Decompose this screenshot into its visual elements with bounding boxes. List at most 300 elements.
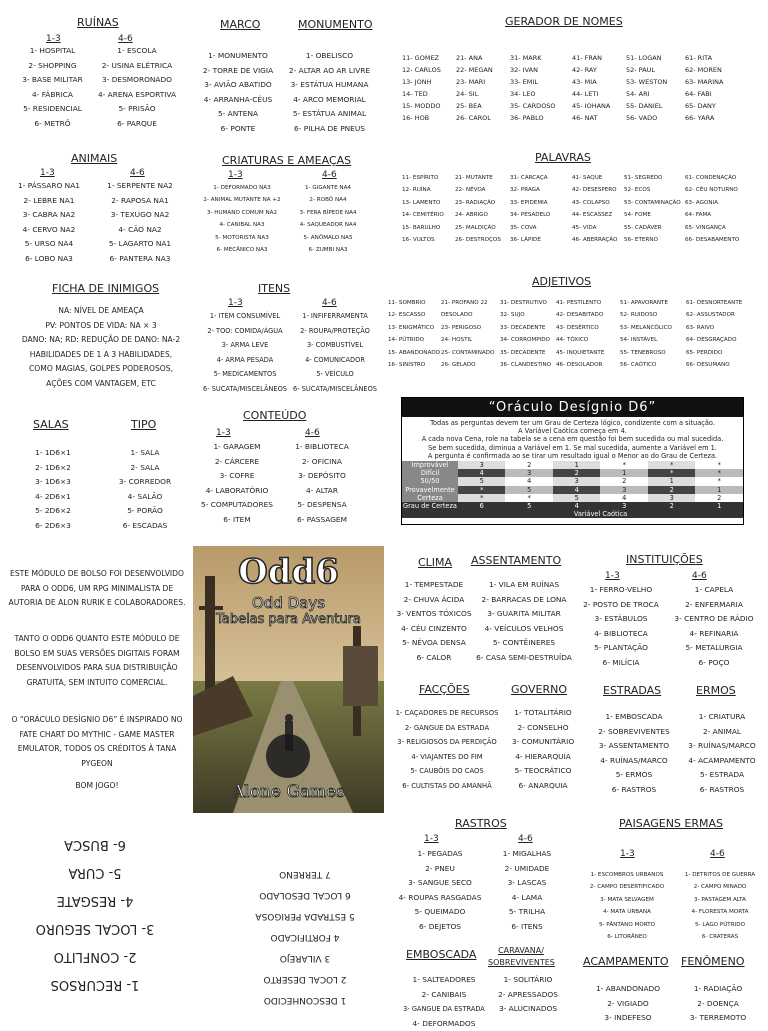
list-item: 41- PESTILENTO <box>556 297 618 309</box>
list-item: 56- CAÓTICO <box>620 359 682 371</box>
ficha-line: AÇÕES COM VANTAGEM, ETC <box>14 377 188 392</box>
oracle-cell: * <box>648 461 696 469</box>
animais-range-2: 4-6 <box>130 168 145 178</box>
faccoes-title: FACÇÕES <box>419 683 470 696</box>
list-item: 2- GANGUE DA ESTRADA <box>388 721 506 736</box>
list-item: 44- TÓXICO <box>556 334 618 346</box>
monumento-title: MONUMENTO <box>298 18 372 31</box>
oracle-footer-row <box>402 510 743 518</box>
list-item: 66- DESABAMENTO <box>685 234 747 246</box>
list-item: 1- TOTALITÁRIO <box>506 706 580 721</box>
instituicoes-range-1: 1-3 <box>605 571 620 581</box>
criaturas-title: CRIATURAS E AMEAÇAS <box>222 154 351 167</box>
oracle-line: A cada nova Cena, role na tabela se a cena em questão foi bem sucedida ou mal sucedida. <box>406 435 739 443</box>
list-item: 4- ARMA PESADA <box>200 353 290 368</box>
list-item: 2- UMIDADE <box>492 862 562 877</box>
list-item: 2- CONSELHO <box>506 721 580 736</box>
oracle-cell: 4 <box>553 486 601 494</box>
list-item: 45- INQUIETANTE <box>556 347 618 359</box>
list-item: 5- METALURGIA <box>664 641 764 656</box>
rastros-title: RASTROS <box>455 817 507 830</box>
oracle-row <box>402 461 743 469</box>
list-item: 21- MUTANTE <box>455 172 510 184</box>
list-item: 2- OFICINA <box>282 455 362 470</box>
list-item: 62- ASSUSTADOR <box>686 309 758 321</box>
list-item: 5- TRILHA <box>492 905 562 920</box>
list-item: 2- CHUVA ÁCIDA <box>396 593 472 608</box>
list-item: 4- SAQUEADOR NA4 <box>289 219 367 231</box>
list-item: 6- PARQUE <box>92 117 182 132</box>
list-item: 6- RASTROS <box>680 783 764 798</box>
list-item: 6- LOBO NA3 <box>8 252 90 267</box>
sobre-p1: ESTE MÓDULO DE BOLSO FOI DESENVOLVIDO PARA O ODD6, UM RPG MINIMALISTA DE AUTORIA DE ALON RURIK E COLABORADORES. <box>4 567 190 611</box>
list-item: 56- ETERNO <box>624 234 686 246</box>
oracle-footer-spacer <box>402 510 458 518</box>
list-item: 54- FOME <box>624 209 686 221</box>
list-item: 4- ARCO MEMORIAL <box>282 93 377 108</box>
rastros-range-2: 4-6 <box>518 834 533 844</box>
palavras-col-3 <box>510 172 570 246</box>
list-item: 1- SALTEADORES <box>396 973 492 988</box>
caravana-title: CARAVANA/ SOBREVIVENTES <box>488 945 554 969</box>
list-item: 14- CEMITÉRIO <box>402 209 457 221</box>
list-item: 12- CARLOS <box>402 64 457 76</box>
list-item: 33- DECADENTE <box>500 322 560 334</box>
animais-title: ANIMAIS <box>71 152 117 165</box>
paisagens-list-2 <box>676 869 764 943</box>
list-item: 6- PILHA DE PNEUS <box>282 122 377 137</box>
list-item: 66- DESUMANO <box>686 359 758 371</box>
cover-title: Odd6 <box>193 552 384 592</box>
list-item: 2- APRESSADOS <box>492 988 564 1003</box>
instituicoes-list-1 <box>580 583 662 670</box>
list-item: 5- COMPUTADORES <box>196 498 278 513</box>
paisagens-list-1 <box>578 869 676 943</box>
cover-image <box>193 546 384 813</box>
clima-list <box>396 578 472 665</box>
list-item: 61- DESNORTEANTE <box>686 297 758 309</box>
list-item: 6- BUSCA <box>15 830 175 858</box>
emboscada-title: EMBOSCADA <box>406 948 476 961</box>
governo-title: GOVERNO <box>511 683 567 696</box>
list-item: 5- PÂNTANO MORTO <box>578 919 676 931</box>
list-item: 3- CORREDOR <box>105 475 185 490</box>
inverted-section <box>0 820 400 1024</box>
list-item: 1- MONUMENTO <box>198 49 278 64</box>
list-item: 4 FORTIFICADO <box>240 926 370 947</box>
list-item: 1- FERRO-VELHO <box>580 583 662 598</box>
list-item: 5- LAGO PÚTRIDO <box>676 919 764 931</box>
list-item: 4- MATA URBANA <box>578 906 676 918</box>
list-item: 2 LOCAL DESERTO <box>240 968 370 989</box>
sobre-p4: BOM JOGO! <box>4 779 190 794</box>
rastros-list-2 <box>492 847 562 934</box>
oracle-footer: Variável Caótica <box>458 510 743 518</box>
list-item: 14- PÚTRIDO <box>388 334 444 346</box>
list-item: 62- MOREN <box>685 64 745 76</box>
list-item: 34- LEO <box>510 88 570 100</box>
oracle-cell: 1 <box>695 502 743 510</box>
oracle-cell: 3 <box>648 494 696 502</box>
list-item: 1 DESCONHECIDO <box>240 989 370 1010</box>
list-item: 24- SIL <box>456 88 511 100</box>
list-item: 3- COMUNITÁRIO <box>506 735 580 750</box>
oracle-cell: 1 <box>648 477 696 485</box>
instituicoes-title: INSTITUIÇÕES <box>626 553 703 566</box>
list-item: 5- ANTENA <box>198 107 278 122</box>
oracle-cell: 4 <box>553 502 601 510</box>
list-item: 5- CAUBÓIS DO CAOS <box>388 764 506 779</box>
list-item: 3- ALUCINADOS <box>492 1002 564 1017</box>
list-item: 6- 2D6×3 <box>18 519 88 534</box>
list-item: 3- ESTÁTUA HUMANA <box>282 78 377 93</box>
estradas-list <box>588 710 680 797</box>
list-item: 62- CÉU NOTURNO <box>685 184 747 196</box>
list-item: 2- CONFLITO <box>15 942 175 970</box>
gerador-col-6 <box>685 52 745 124</box>
monumento-list <box>282 49 377 136</box>
ficha-text <box>14 304 188 391</box>
list-item: 6- PASSAGEM <box>282 513 362 528</box>
list-item: 23- RADIAÇÃO <box>455 197 510 209</box>
list-item: 5- QUEIMADO <box>390 905 490 920</box>
tipo-title: TIPO <box>131 418 156 431</box>
list-item: 4- ALTAR <box>282 484 362 499</box>
oracle-row <box>402 486 743 494</box>
list-item: 53- WESTON <box>626 76 686 88</box>
itens-list-2 <box>292 309 378 396</box>
list-item: 5- ESTÁTUA ANIMAL <box>282 107 377 122</box>
oracle-cell: * <box>695 477 743 485</box>
inverted-list-1 <box>240 863 370 1010</box>
marco-title: MARCO <box>220 18 260 31</box>
list-item: 3- TERREMOTO <box>676 1011 760 1026</box>
list-item: 36- PABLO <box>510 112 570 124</box>
oracle-cell: 3 <box>553 477 601 485</box>
list-item: DESOLADO <box>441 309 501 321</box>
list-item: 26- CAROL <box>456 112 511 124</box>
oracle-text <box>402 417 743 462</box>
list-item: 2- BARRACAS DE LONA <box>472 593 576 608</box>
list-item: 1- RECURSOS <box>15 970 175 998</box>
list-item: 23- PERIGOSO <box>441 322 501 334</box>
list-item: 2- CAMPO MINADO <box>676 881 764 893</box>
itens-list-1 <box>200 309 290 396</box>
oracle-cell: * <box>600 461 648 469</box>
list-item: 5- TEOCRÁTICO <box>506 764 580 779</box>
list-item: 3- FERA BÍPEDE NA4 <box>289 207 367 219</box>
list-item: 15- ABANDONADO <box>388 347 444 359</box>
list-item: 5 ESTRADA PERIGOSA <box>240 905 370 926</box>
cover-subtitle: Odd Days <box>193 594 384 612</box>
list-item: 26- DESTROÇOS <box>455 234 510 246</box>
caravana-list <box>492 973 564 1017</box>
oracle-cell: 5 <box>553 494 601 502</box>
animais-list-1 <box>8 179 90 266</box>
oracle-cell: 2 <box>695 494 743 502</box>
list-item: 1- ESCOMBROS URBANOS <box>578 869 676 881</box>
list-item: 21- ANA <box>456 52 511 64</box>
oracle-title: “Oráculo Desígnio D6” <box>402 398 743 417</box>
oracle-cell: * <box>695 469 743 477</box>
list-item: 1- 1D6×1 <box>18 446 88 461</box>
palavras-col-5 <box>624 172 686 246</box>
list-item: 2- 1D6×2 <box>18 461 88 476</box>
list-item: 6- SUCATA/MISCELÂNEOS <box>292 382 378 397</box>
ficha-line: DANO: NA; RD: REDUÇÃO DE DANO: NA-2 <box>14 333 188 348</box>
list-item: 2- ROBÔ NA4 <box>289 194 367 206</box>
list-item: 6- ANARQUIA <box>506 779 580 794</box>
oracle-cell: 6 <box>458 502 506 510</box>
list-item: 6- ITENS <box>492 920 562 935</box>
palavras-title: PALAVRAS <box>535 151 591 164</box>
list-item: 24- ABRIGO <box>455 209 510 221</box>
instituicoes-range-2: 4-6 <box>692 571 707 581</box>
list-item: 3 VILAREJO <box>240 947 370 968</box>
list-item: 4- SALÃO <box>105 490 185 505</box>
list-item: 2- ALTAR AO AR LIVRE <box>282 64 377 79</box>
oracle-row <box>402 477 743 485</box>
list-item: 4- CANIBAL NA3 <box>196 219 288 231</box>
list-item: 2- LEBRE NA1 <box>8 194 90 209</box>
list-item: 6- POÇO <box>664 656 764 671</box>
list-item: 1- SOLITÁRIO <box>492 973 564 988</box>
list-item: 53- MELANCÓLICO <box>620 322 682 334</box>
list-item: 3- PASTAGEM ALTA <box>676 894 764 906</box>
oracle-cell: 4 <box>458 469 506 477</box>
list-item: 45- IOHANA <box>572 100 627 112</box>
list-item: 1- HOSPITAL <box>15 44 90 59</box>
conteudo-list-2 <box>282 440 362 527</box>
list-item: 13- LAMENTO <box>402 197 457 209</box>
list-item: 4- ARENA ESPORTIVA <box>92 88 182 103</box>
list-item: 1- PEGADAS <box>390 847 490 862</box>
list-item: 44- ESCASSEZ <box>572 209 632 221</box>
list-item: 43- MIA <box>572 76 627 88</box>
list-item: 4- FLORESTA MORTA <box>676 906 764 918</box>
list-item: 54- INSTÁVEL <box>620 334 682 346</box>
oracle-row <box>402 502 743 510</box>
list-item: 21- PROFANO 22 <box>441 297 501 309</box>
list-item: 63- MARINA <box>685 76 745 88</box>
list-item: 6- LITORÂNEO <box>578 931 676 943</box>
list-item: 6- CRATERAS <box>676 931 764 943</box>
list-item: 3- CENTRO DE RÁDIO <box>664 612 764 627</box>
list-item: 2- ROUPA/PROTEÇÃO <box>292 324 378 339</box>
marco-list <box>198 49 278 136</box>
list-item: 16- SINISTRO <box>388 359 444 371</box>
list-item: 2- SOBREVIVENTES <box>588 725 680 740</box>
oracle-cell: 2 <box>600 477 648 485</box>
gerador-title: GERADOR DE NOMES <box>505 15 623 28</box>
oracle-cell: 5 <box>505 486 553 494</box>
gerador-col-1 <box>402 52 457 124</box>
list-item: 42- DESABITADO <box>556 309 618 321</box>
clima-title: CLIMA <box>418 556 452 569</box>
adjetivos-col-6 <box>686 297 758 371</box>
list-item: 1- CRIATURA <box>680 710 764 725</box>
oracle-line: A pergunta é confirmada ao se tirar um resultado igual o Menor ao do Grau de Certeza. <box>406 452 739 460</box>
ruinas-range-1: 1-3 <box>46 34 61 44</box>
list-item: 3- LASCAS <box>492 876 562 891</box>
list-item: 6- PANTERA NA3 <box>96 252 184 267</box>
list-item: 2- ANIMAL <box>680 725 764 740</box>
salas-title: SALAS <box>33 418 69 431</box>
list-item: 3- RELIGIOSOS DA PERDIÇÃO <box>388 735 506 750</box>
list-item: 4- ARRANHA-CÉUS <box>198 93 278 108</box>
list-item: 1- TEMPESTADE <box>396 578 472 593</box>
list-item: 1- ITEM CONSUMÍVEL <box>200 309 290 324</box>
sobre-p3: O “ORÁCULO DESÍGNIO D6” É INSPIRADO NO FATE CHART DO MYTHIC - GAME MASTER EMULATOR, TODOS OS CRÉDITOS À TANA PYGEON <box>4 713 190 771</box>
oracle-row-label: Difícil <box>402 469 458 477</box>
fenomeno-title: FENÔMENO <box>681 955 745 968</box>
list-item: 2- PNEU <box>390 862 490 877</box>
list-item: 64- DESGRAÇADO <box>686 334 758 346</box>
list-item: 61- CONDENAÇÃO <box>685 172 747 184</box>
list-item: 64- FAMA <box>685 209 747 221</box>
list-item: 6- MECÂNICO NA3 <box>196 244 288 256</box>
list-item: 2- CANIBAIS <box>396 988 492 1003</box>
oracle-cell: 3 <box>600 486 648 494</box>
list-item: 6- CULTISTAS DO AMANHÃ <box>388 779 506 794</box>
list-item: 3- MATA SELVAGEM <box>578 894 676 906</box>
oracle-cell: 3 <box>600 502 648 510</box>
oracle-line: Todas as perguntas devem ter um Grau de Certeza lógico, condizente com a situação. <box>406 419 739 427</box>
list-item: 3- 1D6×3 <box>18 475 88 490</box>
list-item: 16- VULTOS <box>402 234 457 246</box>
paisagens-title: PAISAGENS ERMAS <box>619 817 723 830</box>
palavras-col-6 <box>685 172 747 246</box>
list-item: 2- ENFERMARIA <box>664 598 764 613</box>
ermos-title: ERMOS <box>696 684 736 697</box>
emboscada-list <box>396 973 492 1031</box>
list-item: 22- MEGAN <box>456 64 511 76</box>
list-item: 3- BASE MILITAR <box>15 73 90 88</box>
list-item: 1- CAÇADORES DE RECURSOS <box>388 706 506 721</box>
ruinas-range-2: 4-6 <box>118 34 133 44</box>
list-item: 3- LOCAL SEGURO <box>15 914 175 942</box>
list-item: 32- SUJO <box>500 309 560 321</box>
list-item: 1- DEFORMADO NA3 <box>196 182 288 194</box>
oracle-cell: 5 <box>505 502 553 510</box>
gerador-col-5 <box>626 52 686 124</box>
ruinas-title: RUÍNAS <box>77 16 119 29</box>
list-item: 3- COFRE <box>196 469 278 484</box>
oracle-cell: * <box>458 494 506 502</box>
list-item: 35- DECADENTE <box>500 347 560 359</box>
list-item: 5- MEDICAMENTOS <box>200 367 290 382</box>
list-item: 1- BIBLIOTECA <box>282 440 362 455</box>
list-item: 4- ACAMPAMENTO <box>680 754 764 769</box>
list-item: 26- GELADO <box>441 359 501 371</box>
list-item: 1- PÁSSARO NA1 <box>8 179 90 194</box>
oracle-cell: 1 <box>553 461 601 469</box>
oracle-line: Se bem sucedida, diminua a Variável em 1. Se mal sucedida, aumente a Variável em 1. <box>406 444 739 452</box>
list-item: 56- VADO <box>626 112 686 124</box>
itens-range-2: 4-6 <box>322 298 337 308</box>
oracle-cell: 2 <box>505 461 553 469</box>
list-item: 46- NAT <box>572 112 627 124</box>
acampamento-title: ACAMPAMENTO <box>583 955 669 968</box>
list-item: 34- CORROMPIDO <box>500 334 560 346</box>
list-item: 52- RUIDOSO <box>620 309 682 321</box>
list-item: 2- POSTO DE TROCA <box>580 598 662 613</box>
cover-publisher: Alone Games <box>193 782 384 802</box>
list-item: 1- RADIAÇÃO <box>676 982 760 997</box>
list-item: 24- HOSTIL <box>441 334 501 346</box>
oracle-cell: 4 <box>505 477 553 485</box>
list-item: 52- PAUL <box>626 64 686 76</box>
ficha-title: FICHA DE INIMIGOS <box>52 282 159 295</box>
list-item: 5- LAGARTO NA1 <box>96 237 184 252</box>
list-item: 4- DEFORMADOS <box>396 1017 492 1031</box>
faccoes-list <box>388 706 506 793</box>
list-item: 22- NÉVOA <box>455 184 510 196</box>
estradas-title: ESTRADAS <box>603 684 661 697</box>
list-item: 4- HIERARQUIA <box>506 750 580 765</box>
list-item: 45- VIDA <box>572 222 632 234</box>
list-item: 36- CLANDESTINO <box>500 359 560 371</box>
list-item: 4- CÃO NA2 <box>96 223 184 238</box>
ermos-list <box>680 710 764 797</box>
list-item: 5- DESPENSA <box>282 498 362 513</box>
oracle-row-label: 50/50 <box>402 477 458 485</box>
list-item: 3- ARMA LEVE <box>200 338 290 353</box>
list-item: 6 LOCAL DESOLADO <box>240 884 370 905</box>
list-item: 1- GARAGEM <box>196 440 278 455</box>
list-item: 41- SAQUE <box>572 172 632 184</box>
conteudo-range-2: 4-6 <box>305 428 320 438</box>
list-item: 4- RUÍNAS/MARCO <box>588 754 680 769</box>
list-item: 3- VENTOS TÓXICOS <box>396 607 472 622</box>
list-item: 6- RASTROS <box>588 783 680 798</box>
list-item: 2- SHOPPING <box>15 59 90 74</box>
list-item: 5- ERMOS <box>588 768 680 783</box>
list-item: 14- TED <box>402 88 457 100</box>
list-item: 1- EMBOSCADA <box>588 710 680 725</box>
list-item: 52- ECOS <box>624 184 686 196</box>
list-item: 3- GUARITA MILITAR <box>472 607 576 622</box>
animais-list-2 <box>96 179 184 266</box>
list-item: 4- ROUPAS RASGADAS <box>390 891 490 906</box>
ficha-line: HABILIDADES DE 1 A 3 HABILIDADES, <box>14 348 188 363</box>
oracle-box <box>401 397 744 525</box>
list-item: 5- PORÃO <box>105 504 185 519</box>
palavras-col-1 <box>402 172 457 246</box>
list-item: 46- ABERRAÇÃO <box>572 234 632 246</box>
ruinas-list-1 <box>15 44 90 131</box>
ficha-line: COMO MAGIAS, GOLPES PODEROSOS, <box>14 362 188 377</box>
list-item: 63- RAIVO <box>686 322 758 334</box>
list-item: 64- FABI <box>685 88 745 100</box>
list-item: 4- LAMA <box>492 891 562 906</box>
list-item: 13- JONH <box>402 76 457 88</box>
list-item: 31- CARCAÇA <box>510 172 570 184</box>
list-item: 1- CAPELA <box>664 583 764 598</box>
list-item: 2- VIGIADO <box>584 997 672 1012</box>
assentamento-title: ASSENTAMENTO <box>471 554 561 567</box>
gerador-col-2 <box>456 52 511 124</box>
salas-list <box>18 446 88 533</box>
list-item: 13- ENIGMÁTICO <box>388 322 444 334</box>
list-item: 66- YARA <box>685 112 745 124</box>
list-item: 4- LABORATÓRIO <box>196 484 278 499</box>
oracle-cell: 3 <box>505 469 553 477</box>
list-item: 4- VEÍCULOS VELHOS <box>472 622 576 637</box>
list-item: 4- VIAJANTES DO FIM <box>388 750 506 765</box>
criaturas-range-2: 4-6 <box>322 170 337 180</box>
list-item: 12- RUÍNA <box>402 184 457 196</box>
